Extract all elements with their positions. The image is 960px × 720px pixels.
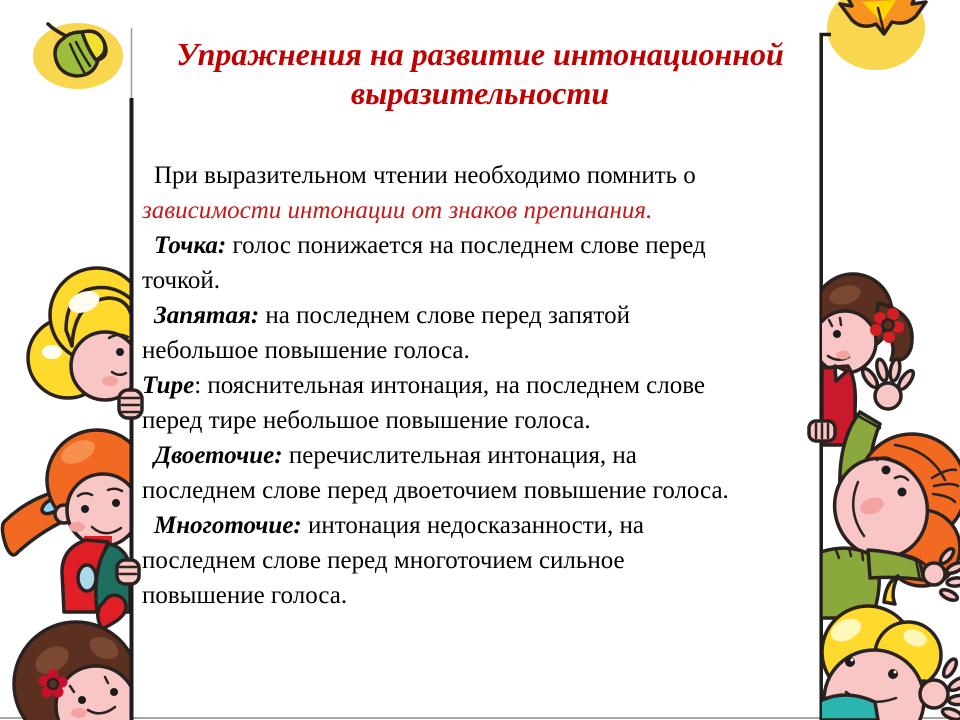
term-definition: голос понижается на последнем слове перед точкой. [142, 232, 706, 294]
illustration-blonde-girl-left [28, 268, 144, 400]
intro-lead-text: При выразительном чтении необходимо помнить о [154, 162, 696, 189]
definition-item-tire [142, 368, 752, 438]
term-label: Тире [142, 372, 195, 399]
term-label: Многоточие: [154, 512, 302, 539]
term-label: Точка: [154, 232, 227, 259]
term-definition: на последнем слове перед запятой небольшое повышение голоса. [142, 302, 631, 364]
term-definition: : пояснительная интонация, на последнем слове перед тире небольшое повышение голоса. [142, 372, 706, 434]
intro-emphasis-text: зависимости интонации от знаков препинания. [142, 197, 653, 224]
slide-body [142, 158, 752, 613]
term-definition: перечислительная интонация, на последнем слове перед двоеточием повышение голоса. [142, 442, 729, 504]
maple-leaf-oval-top-right [827, 0, 926, 70]
term-label: Двоеточие: [154, 442, 283, 469]
definition-item-tochka [142, 228, 752, 298]
definition-item-mnogotochie [142, 508, 752, 613]
term-label: Запятая: [154, 302, 260, 329]
paragraph-intro [142, 158, 752, 228]
leaf-oval-top-left [33, 23, 123, 89]
definition-item-zapyataya [142, 298, 752, 368]
slide-title: Упражнения на развитие интонационной выразительности [176, 36, 784, 112]
illustration-brown-girl-left [14, 595, 138, 720]
hand-gripping-right-pole [809, 421, 835, 441]
definition-item-dvoetochie [142, 438, 752, 508]
term-definition: интонация недосказанности, на последнем слове перед многоточием сильное повышение голоса. [142, 512, 645, 609]
